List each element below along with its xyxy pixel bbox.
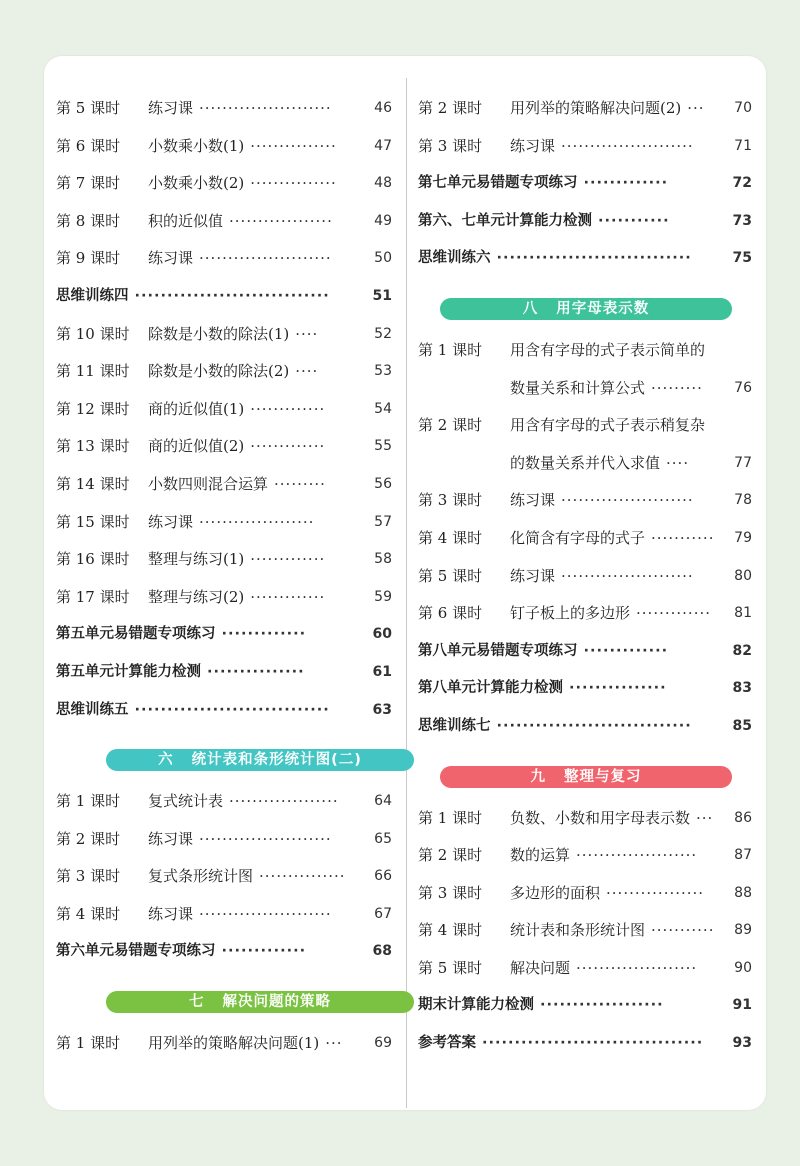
lesson-number: 第 13 课时 (56, 437, 130, 456)
toc-lesson-entry[interactable] (418, 445, 752, 483)
lesson-number: 第 11 课时 (56, 362, 130, 381)
lesson-number: 第 7 课时 (56, 174, 121, 193)
dot-leader: ············· (250, 437, 326, 456)
unit-banner-wrapper (56, 729, 392, 779)
dot-leader: ············· (636, 604, 712, 623)
toc-lesson-entry[interactable] (56, 428, 392, 466)
toc-section-entry[interactable] (418, 670, 752, 708)
toc-lesson-entry[interactable] (56, 541, 392, 579)
page-number: 80 (734, 567, 752, 584)
column-divider (406, 78, 407, 1108)
entry-title: 数量关系和计算公式 (510, 378, 646, 397)
page-number: 61 (372, 663, 392, 680)
dot-leader: ··· (696, 808, 714, 827)
page-number: 86 (734, 809, 752, 826)
entry-title: 第五单元易错题专项练习 (56, 626, 216, 643)
entry-title: 化简含有字母的式子 (510, 528, 646, 547)
page-number: 56 (374, 475, 392, 492)
page-number: 69 (374, 1035, 392, 1052)
lesson-number: 第 4 课时 (418, 921, 483, 940)
entry-title: 用含有字母的式子表示稍复杂 (510, 416, 706, 435)
dot-leader: ······························ (134, 287, 330, 304)
dot-leader: ··········· (651, 528, 715, 547)
entry-title: 负数、小数和用字母表示数 (510, 808, 691, 827)
entry-title: 用列举的策略解决问题(1) (148, 1034, 320, 1053)
dot-leader: ······················· (199, 904, 332, 923)
dot-leader: ··············· (259, 867, 346, 886)
toc-lesson-entry[interactable] (418, 800, 752, 838)
lesson-number: 第 4 课时 (56, 904, 121, 923)
page-number: 68 (372, 943, 392, 960)
unit-number: 六 (158, 752, 174, 769)
toc-lesson-entry[interactable] (56, 353, 392, 391)
dot-leader: ··· (687, 99, 705, 117)
unit-banner-wrapper (418, 278, 752, 328)
toc-lesson-entry[interactable] (418, 875, 752, 913)
unit-number: 九 (530, 768, 546, 785)
entry-title: 练习课 (510, 566, 556, 585)
entry-title: 复式条形统计图 (148, 867, 254, 886)
page-number: 54 (374, 400, 392, 417)
toc-lesson-entry[interactable] (56, 504, 392, 542)
page-number: 50 (374, 250, 392, 267)
toc-section-entry[interactable] (418, 165, 752, 203)
entry-title: 思维训练六 (418, 250, 491, 267)
entry-title: 小数四则混合运算 (148, 474, 269, 493)
lesson-number: 第 5 课时 (418, 566, 483, 585)
entry-title: 数的运算 (510, 846, 571, 865)
page-number: 77 (734, 454, 752, 471)
unit-title: 整理与复习 (564, 768, 642, 785)
entry-title: 复式统计表 (148, 792, 224, 811)
toc-lesson-entry[interactable] (418, 912, 752, 950)
lesson-number: 第 15 课时 (56, 512, 130, 531)
unit-number: 八 (522, 300, 539, 317)
page-number: 89 (734, 922, 752, 939)
toc-lesson-entry[interactable] (56, 165, 392, 203)
dot-leader: ··············· (569, 680, 667, 697)
dot-leader: ············· (583, 642, 669, 659)
lesson-number: 第 1 课时 (56, 1034, 121, 1053)
page-number: 81 (734, 605, 752, 622)
page-number: 85 (732, 717, 752, 734)
page-number: 70 (734, 100, 752, 116)
lesson-number: 第 2 课时 (418, 846, 483, 865)
page-number: 67 (374, 905, 392, 922)
page-number: 91 (732, 997, 752, 1014)
entry-title: 思维训练五 (56, 701, 129, 718)
entry-title: 多边形的面积 (510, 883, 601, 902)
dot-leader: ············· (250, 587, 326, 606)
unit-banner[interactable] (440, 766, 732, 788)
entry-title: 参考答案 (418, 1035, 476, 1052)
entry-title: 期末计算能力检测 (418, 997, 534, 1014)
dot-leader: ··················· (229, 792, 339, 811)
entry-title: 的数量关系并代入求值 (510, 453, 661, 472)
toc-lesson-entry[interactable] (56, 391, 392, 429)
lesson-number: 第 3 课时 (418, 883, 483, 902)
entry-title: 思维训练四 (56, 287, 129, 304)
toc-lesson-entry[interactable] (56, 858, 392, 896)
dot-leader: ········· (651, 378, 703, 397)
dot-leader: ·················· (229, 211, 333, 230)
dot-leader: ············· (250, 399, 326, 418)
dot-leader: ················· (606, 883, 705, 902)
entry-title: 练习课 (510, 491, 556, 510)
dot-leader: ··················· (540, 997, 664, 1014)
page-number: 58 (374, 551, 392, 568)
toc-lesson-entry[interactable] (56, 240, 392, 278)
entry-title: 小数乘小数(2) (148, 174, 245, 193)
toc-lesson-entry[interactable] (418, 90, 752, 128)
dot-leader: ······························ (134, 701, 330, 718)
page-number: 75 (732, 250, 752, 267)
page-number: 59 (374, 588, 392, 605)
page-number: 51 (372, 287, 392, 304)
toc-lesson-entry[interactable] (56, 316, 392, 354)
toc-lesson-entry[interactable] (418, 520, 752, 558)
toc-section-entry[interactable] (56, 654, 392, 692)
entry-title: 小数乘小数(1) (148, 136, 245, 155)
toc-lesson-entry[interactable] (418, 407, 752, 445)
lesson-number: 第 1 课时 (418, 340, 483, 359)
entry-title: 练习课 (148, 99, 194, 117)
toc-lesson-entry[interactable] (56, 821, 392, 859)
dot-leader: ········· (274, 474, 326, 493)
unit-title: 统计表和条形统计图(二) (191, 752, 362, 769)
page-number: 47 (374, 137, 392, 154)
dot-leader: ············· (250, 550, 326, 569)
unit-title: 解决问题的策略 (222, 994, 331, 1011)
page-number: 46 (374, 100, 392, 116)
entry-title: 解决问题 (510, 958, 571, 977)
toc-lesson-entry[interactable] (56, 466, 392, 504)
lesson-number: 第 1 课时 (418, 808, 483, 827)
entry-title: 除数是小数的除法(1) (148, 324, 290, 343)
entry-title: 练习课 (148, 904, 194, 923)
page-number: 90 (734, 959, 752, 976)
entry-title: 整理与练习(1) (148, 550, 245, 569)
entry-title: 整理与练习(2) (148, 587, 245, 606)
dot-leader: ··············· (207, 663, 305, 680)
unit-banner-wrapper (56, 971, 392, 1021)
page-number: 64 (374, 793, 392, 810)
toc-lesson-entry[interactable] (56, 203, 392, 241)
unit-banner[interactable] (106, 749, 414, 771)
lesson-number: 第 3 课时 (418, 491, 483, 510)
entry-title: 第五单元计算能力检测 (56, 663, 201, 680)
page-number: 57 (374, 513, 392, 530)
lesson-number: 第 4 课时 (418, 528, 483, 547)
toc-lesson-entry[interactable] (418, 837, 752, 875)
dot-leader: ··········· (651, 921, 715, 940)
toc-lesson-entry[interactable] (418, 370, 752, 408)
dot-leader: ··············· (250, 136, 337, 155)
lesson-number: 第 1 课时 (56, 792, 121, 811)
page-number: 52 (374, 325, 392, 342)
entry-title: 第七单元易错题专项练习 (418, 175, 578, 192)
lesson-number: 第 2 课时 (56, 829, 121, 848)
dot-leader: ············· (221, 943, 307, 960)
unit-number: 七 (189, 994, 205, 1011)
toc-lesson-entry[interactable] (418, 950, 752, 988)
entry-title: 第八单元计算能力检测 (418, 680, 563, 697)
toc-section-entry[interactable] (56, 692, 392, 730)
toc-section-entry[interactable] (56, 933, 392, 971)
page-number: 63 (372, 701, 392, 718)
page-number: 83 (732, 680, 752, 697)
dot-leader: ··············· (250, 174, 337, 193)
toc-section-entry[interactable] (418, 708, 752, 746)
toc-lesson-entry[interactable] (56, 90, 392, 128)
entry-title: 练习课 (148, 512, 194, 531)
dot-leader: ··········· (598, 212, 670, 229)
toc-lesson-entry[interactable] (418, 332, 752, 370)
dot-leader: ···· (666, 453, 690, 472)
page-number: 87 (734, 847, 752, 864)
lesson-number: 第 5 课时 (418, 958, 483, 977)
dot-leader: ·································· (482, 1035, 704, 1052)
toc-lesson-entry[interactable] (56, 579, 392, 617)
lesson-number: 第 10 课时 (56, 324, 130, 343)
toc-section-entry[interactable] (418, 987, 752, 1025)
lesson-number: 第 3 课时 (56, 867, 121, 886)
entry-title: 用含有字母的式子表示简单的 (510, 340, 706, 359)
entry-title: 积的近似值 (148, 211, 224, 230)
dot-leader: ······················· (199, 829, 332, 848)
dot-leader: ······························ (496, 250, 692, 267)
lesson-number: 第 6 课时 (418, 604, 483, 623)
toc-lesson-entry[interactable] (56, 128, 392, 166)
lesson-number: 第 12 课时 (56, 399, 130, 418)
lesson-number: 第 5 课时 (56, 99, 121, 117)
toc-lesson-entry[interactable] (56, 896, 392, 934)
page-number: 93 (732, 1035, 752, 1052)
toc-lesson-entry[interactable] (418, 128, 752, 166)
toc-lesson-entry[interactable] (56, 1025, 392, 1063)
entry-title: 除数是小数的除法(2) (148, 362, 290, 381)
toc-lesson-entry[interactable] (56, 783, 392, 821)
lesson-number: 第 16 课时 (56, 550, 130, 569)
toc-section-entry[interactable] (418, 1025, 752, 1063)
lesson-number: 第 17 课时 (56, 587, 130, 606)
dot-leader: ···· (295, 362, 319, 381)
toc-section-entry[interactable] (418, 240, 752, 278)
page-number: 71 (734, 137, 752, 154)
toc-section-entry[interactable] (56, 616, 392, 654)
entry-title: 练习课 (148, 249, 194, 268)
entry-title: 第八单元易错题专项练习 (418, 642, 578, 659)
lesson-number: 第 8 课时 (56, 211, 121, 230)
page-number: 88 (734, 884, 752, 901)
unit-banner[interactable] (106, 991, 414, 1013)
dot-leader: ······················· (199, 249, 332, 268)
page-number: 65 (374, 830, 392, 847)
dot-leader: ····················· (576, 958, 698, 977)
entry-title: 统计表和条形统计图 (510, 921, 646, 940)
dot-leader: ···················· (199, 512, 315, 531)
dot-leader: ······················· (561, 136, 694, 155)
lesson-number: 第 9 课时 (56, 249, 121, 268)
lesson-number: 第 2 课时 (418, 416, 483, 435)
toc-lesson-entry[interactable] (418, 595, 752, 633)
lesson-number: 第 14 课时 (56, 474, 130, 493)
unit-banner-wrapper (418, 746, 752, 796)
dot-leader: ······················· (561, 566, 694, 585)
entry-title: 商的近似值(1) (148, 399, 245, 418)
page-number: 53 (374, 363, 392, 380)
dot-leader: ············· (583, 175, 669, 192)
page-number: 72 (732, 175, 752, 192)
entry-title: 商的近似值(2) (148, 437, 245, 456)
page-number: 73 (732, 212, 752, 229)
lesson-number: 第 3 课时 (418, 136, 483, 155)
unit-banner[interactable] (440, 298, 732, 320)
dot-leader: ······················· (199, 99, 332, 117)
page-number: 48 (374, 175, 392, 192)
unit-title: 用字母表示数 (556, 300, 650, 317)
page-number: 60 (372, 626, 392, 643)
entry-title: 用列举的策略解决问题(2) (510, 99, 682, 117)
entry-title: 第六、七单元计算能力检测 (418, 212, 592, 229)
toc-right-column (418, 90, 752, 1063)
page-number: 55 (374, 438, 392, 455)
dot-leader: ······························ (496, 717, 692, 734)
toc-left-column (56, 90, 392, 1063)
entry-title: 钉子板上的多边形 (510, 604, 631, 623)
dot-leader: ····················· (576, 846, 698, 865)
entry-title: 练习课 (510, 136, 556, 155)
lesson-number: 第 2 课时 (418, 99, 483, 117)
toc-section-entry[interactable] (418, 203, 752, 241)
dot-leader: ······················· (561, 491, 694, 510)
page-number: 76 (734, 379, 752, 396)
page-number: 66 (374, 868, 392, 885)
page-number: 82 (732, 642, 752, 659)
lesson-number: 第 6 课时 (56, 136, 121, 155)
page-number: 49 (374, 212, 392, 229)
dot-leader: ··· (325, 1034, 343, 1053)
dot-leader: ···· (295, 324, 319, 343)
toc-section-entry[interactable] (56, 278, 392, 316)
dot-leader: ············· (221, 626, 307, 643)
toc-section-entry[interactable] (418, 633, 752, 671)
entry-title: 练习课 (148, 829, 194, 848)
entry-title: 思维训练七 (418, 717, 491, 734)
entry-title: 第六单元易错题专项练习 (56, 943, 216, 960)
toc-lesson-entry[interactable] (418, 558, 752, 596)
toc-lesson-entry[interactable] (418, 482, 752, 520)
page-number: 79 (734, 529, 752, 546)
page-number: 78 (734, 492, 752, 509)
